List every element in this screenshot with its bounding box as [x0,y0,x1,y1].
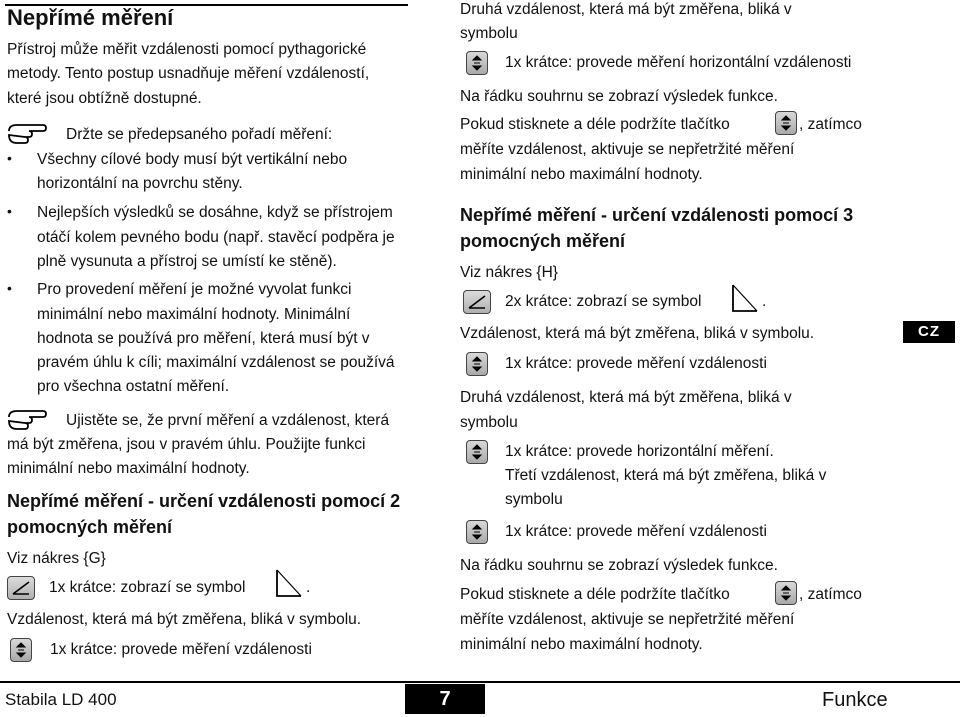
step-text: 2x krátce: zobrazí se symbol [505,293,702,310]
step-text: 1x krátce: provede měření vzdálenosti [50,641,312,658]
measure-key-icon [775,581,797,605]
step-text: 1x krátce: provede měření horizontální vzdálenosti [505,54,852,71]
bullet-text: pravém úhlu k cíli; maximální vzdálenost se používá [37,354,395,371]
bullet-marker: • [7,150,12,166]
body-line: Na řádku souhrnu se zobrazí výsledek funkce. [460,557,778,574]
figure-reference: Viz nákres {G} [7,550,106,567]
body-line: Pokud stisknete a déle podržíte tlačítko [460,586,730,603]
measure-key-icon [775,111,797,135]
step-text: symbolu [505,491,563,508]
bullet-text: pro všechna ostatní měření. [37,378,230,395]
section-title: Nepřímé měření - určení vzdálenosti pomocí 3 [460,205,854,225]
section-title: pomocných měření [7,517,173,537]
body-line: Druhá vzdálenost, která má být změřena, bliká v [460,1,792,18]
bullet-marker: • [7,280,12,296]
measure-key-icon [466,352,488,376]
bullet-text: Nejlepších výsledků se dosáhne, když se přístrojem [37,204,393,221]
bullet-text: Pro provedení měření je možné vyvolat funkci [37,281,352,298]
language-badge: CZ [903,321,955,343]
body-line: Vzdálenost, která má být změřena, bliká v symbolu. [460,325,815,342]
footer-section: Funkce [822,689,888,711]
measure-key-icon [466,440,488,464]
step-text: 1x krátce: provede horizontální měření. [505,443,774,460]
intro-line: Přístroj může měřit vzdálenosti pomocí pythagorické [7,41,367,58]
function-key-icon [7,576,35,600]
body-line: měříte vzdálenost, aktivuje se nepřetržité měření [460,611,795,628]
step-text-end: . [762,293,767,310]
note-text: Ujistěte se, že první měření a vzdálenost, která [66,412,390,429]
step-text: 1x krátce: provede měření vzdálenosti [505,523,767,540]
step-text: 1x krátce: provede měření vzdálenosti [505,355,767,372]
body-line: Druhá vzdálenost, která má být změřena, bliká v [460,389,792,406]
page-number: 7 [405,684,485,714]
bullet-text: plně vysunuta a přístroj se umístí ke stěně). [37,253,337,270]
figure-reference: Viz nákres {H} [460,264,558,281]
measure-key-icon [466,520,488,544]
pointing-hand-icon [7,407,47,433]
body-line: minimální nebo maximální hodnoty. [460,166,703,183]
body-line: symbolu [460,25,518,42]
measure-key-icon [10,638,32,662]
body-line: minimální nebo maximální hodnoty. [460,636,703,653]
step-text: 1x krátce: zobrazí se symbol [49,579,246,596]
triangle-symbol-icon [274,568,304,598]
body-line: , zatímco [799,116,862,133]
bullet-text: horizontální na povrchu stěny. [37,175,243,192]
body-line: , zatímco [799,586,862,603]
note-text: minimální nebo maximální hodnoty. [7,460,250,477]
body-line: symbolu [460,414,518,431]
body-line: Vzdálenost, která má být změřena, bliká v symbolu. [7,611,362,628]
intro-line: které jsou obtížně dostupné. [7,90,202,107]
body-line: Pokud stisknete a déle podržíte tlačítko [460,116,730,133]
measure-key-icon [466,51,488,75]
intro-line: metody. Tento postup usnadňuje měření vzdáleností, [7,65,370,82]
body-line: Na řádku souhrnu se zobrazí výsledek funkce. [460,88,778,105]
page-title: Nepřímé měření [7,5,174,30]
bullet-text: minimální nebo maximální hodnoty. Minimální [37,306,351,323]
footer-product: Stabila LD 400 [5,690,117,709]
section-title: pomocných měření [460,231,626,251]
step-text: Třetí vzdálenost, která má být změřena, bliká v [505,467,827,484]
bullet-text: hodnota se používá pro měření, která musí být v [37,330,370,347]
bullet-text: otáčí kolem pevného bodu (např. stavěcí podpěra je [37,229,395,246]
bullet-text: Všechny cílové body musí být vertikální nebo [37,151,348,168]
body-line: měříte vzdálenost, aktivuje se nepřetržité měření [460,141,795,158]
bullet-marker: • [7,203,12,219]
note-text: má být změřena, jsou v pravém úhlu. Použijte funkci [7,436,366,453]
function-key-icon [463,290,491,314]
section-title: Nepřímé měření - určení vzdálenosti pomocí 2 [7,491,401,511]
step-text-end: . [306,579,311,596]
note-heading: Držte se předepsaného pořadí měření: [66,126,333,143]
footer-rule [0,681,960,683]
triangle-symbol-icon [730,283,760,313]
pointing-hand-icon [7,121,47,147]
